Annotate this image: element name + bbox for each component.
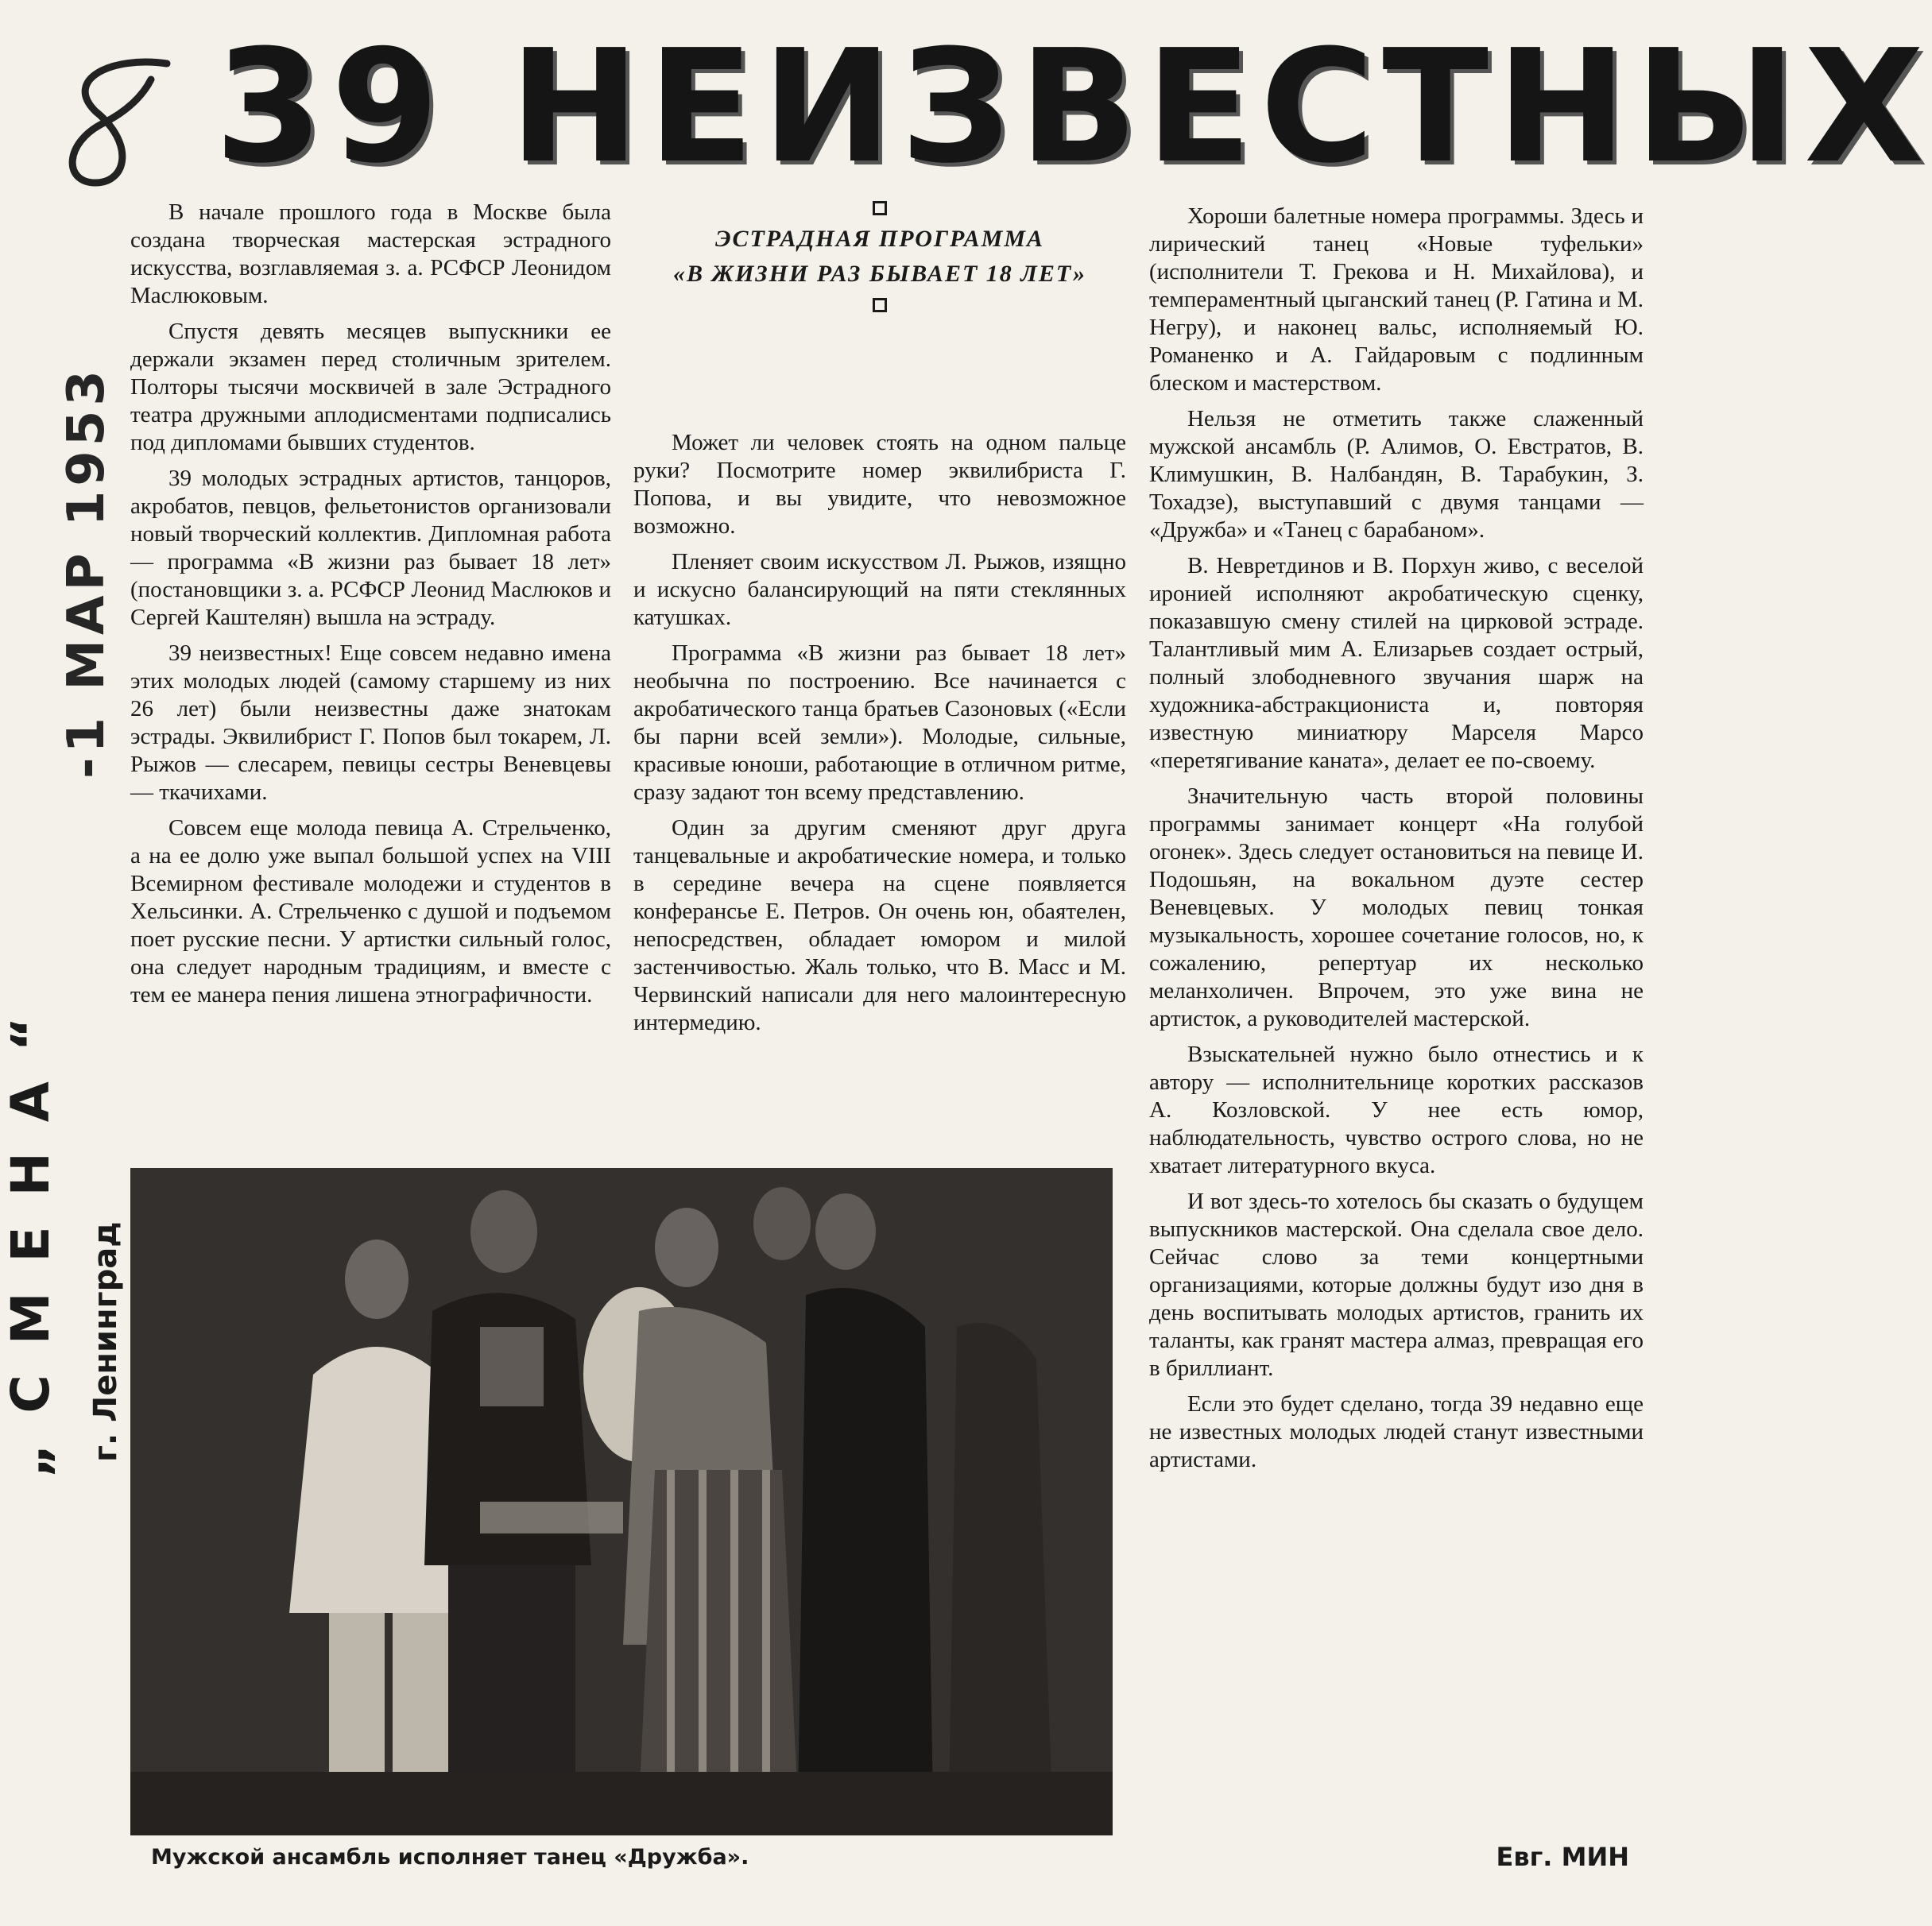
column-2 xyxy=(633,429,1126,1045)
date-stamp: -1 МАР 1953 xyxy=(57,365,116,779)
paragraph: В. Невретдинов и В. Порхун живо, с веселой иронией исполняют акробатическую сценку, показавшую смену стилей на цирковой эстраде. Талантливый мим А. Елизарьев создает острый, полный злободневного звучания шарж на художника-абстракциониста и, повторяя известную миниатюру Марселя Марсо «перетягивание каната», делает ее по-своему. xyxy=(1149,553,1644,773)
subheading-line-2: «В ЖИЗНИ РАЗ БЫВАЕТ 18 ЛЕТ» xyxy=(673,261,1086,287)
paragraph: И вот здесь-то хотелось бы сказать о будущем выпускников мастерской. Она сделала свое дело. Сейчас слово за теми концертными организациями, которые должны будут изо дня в день воспитывать молодых артистов, гранить их таланты, как гранят мастера алмаз, превращая его в бриллиант. xyxy=(1149,1189,1644,1381)
paragraph: Спустя девять месяцев выпускники ее держали экзамен перед столичным зрителем. Полторы тысячи москвичей в зале Эстрадного театра дружными аплодисментами подписались под дипломами бывших студентов. xyxy=(130,319,611,455)
newspaper-name xyxy=(0,987,61,1478)
paragraph: Пленяет своим искусством Л. Рыжов, изящно и искусно балансирующий на пяти стеклянных катушках. xyxy=(633,549,1126,630)
paragraph: Может ли человек стоять на одном пальце руки? Посмотрите номер эквилибриста Г. Попова, и вы увидите, что невозможное возможно. xyxy=(633,430,1126,539)
newspaper-city: г. Ленинград xyxy=(87,1221,124,1462)
paragraph: Один за другим сменяют друг друга танцевальные и акробатические номера, и только в середине вечера на сцене появляется конферансье Е. Петров. Он очень юн, обаятелен, непосредствен, обладает юмором и милой застенчивостью. Жаль только, что В. Масс и М. Червинский написали для него малоинтересную интермедию. xyxy=(633,815,1126,1035)
headline: 39 НЕИЗВЕСТНЫХ xyxy=(215,17,1932,198)
column-3 xyxy=(1149,203,1644,1482)
paragraph: Совсем еще молода певица А. Стрельченко, а на ее долю уже выпал большой успех на VIII Всемирном фестивале молодежи и студентов в Хельсинки. А. Стрельченко с душой и подъемом поет русские песни. У артистки сильный голос, она следует народным традициям, и вместе с тем ее манера пения лишена этнографичности. xyxy=(130,815,611,1007)
newspaper-name-text: „СМЕНА“ xyxy=(0,986,61,1478)
author-signature: Евг. МИН xyxy=(1496,1842,1629,1872)
paragraph: Нельзя не отметить также слаженный мужской ансамбль (Р. Алимов, О. Евстратов, В. Климушкин, В. Налбандян, В. Тарабукин, З. Тохадзе), выступавший с двумя танцами — «Дружба» и «Танец с барабаном». xyxy=(1149,406,1644,543)
subheading-line-1: ЭСТРАДНАЯ ПРОГРАММА xyxy=(714,226,1045,252)
paragraph: Если это будет сделано, тогда 39 недавно еще не известных молодых людей станут известными артистами. xyxy=(1149,1391,1644,1472)
photo-caption: Мужской ансамбль исполняет танец «Дружба». xyxy=(151,1845,749,1870)
paragraph: 39 молодых эстрадных артистов, танцоров, акробатов, певцов, фельетонистов организовали новый творческий коллектив. Дипломная работа — программа «В жизни раз бывает 18 лет» (постановщики з. а. РСФСР Леонид Маслюков и Сергей Каштелян) вышла на эстраду. xyxy=(130,466,611,630)
handwritten-mark xyxy=(48,48,175,199)
paragraph: Программа «В жизни раз бывает 18 лет» необычна по построению. Все начинается с акробатического танца братьев Сазоновых («Если бы парни всей земли»). Молодые, сильные, красивые юноши, работающие в отличном ритме, сразу задают тон всему представлению. xyxy=(633,640,1126,805)
square-ornament xyxy=(873,298,887,312)
ensemble-photo xyxy=(130,1168,1113,1835)
column-1 xyxy=(130,199,611,1017)
paragraph: Значительную часть второй половины программы занимает концерт «На голубой огонек». Здесь следует остановиться на певице И. Подошьян, на вокальном дуэте сестер Веневцевых. У молодых певиц тонкая музыкальность, хорошее сочетание голосов, но, к сожалению, репертуар их несколько меланхоличен. Впрочем, это уже вина не артисток, а руководителей мастерской. xyxy=(1149,783,1644,1031)
paragraph: В начале прошлого года в Москве была создана творческая мастерская эстрадного искусства, возглавляемая з. а. РСФСР Леонидом Маслюковым. xyxy=(130,199,611,308)
paragraph: 39 неизвестных! Еще совсем недавно имена этих молодых людей (самому старшему из них 26 лет) были неизвестны даже знатокам эстрады. Эквилибрист Г. Попов был токарем, Л. Рыжов — слесарем, певицы сестры Веневцевы — ткачихами. xyxy=(130,640,611,805)
subheading xyxy=(633,195,1126,319)
square-ornament xyxy=(873,201,887,215)
paragraph: Взыскательней нужно было отнестись и к автору — исполнительнице коротких рассказов А. Козловской. У нее есть юмор, наблюдательность, чувство острого слова, но не хватает литературного вкуса. xyxy=(1149,1042,1644,1178)
paragraph: Хороши балетные номера программы. Здесь и лирический танец «Новые туфельки» (исполнители Т. Грекова и Н. Михайлова), и темпераментный цыганский танец (Р. Гатина и М. Негру), и наконец вальс, исполняемый Ю. Романенко и А. Гайдаровым с подлинным блеском и мастерством. xyxy=(1149,203,1644,396)
